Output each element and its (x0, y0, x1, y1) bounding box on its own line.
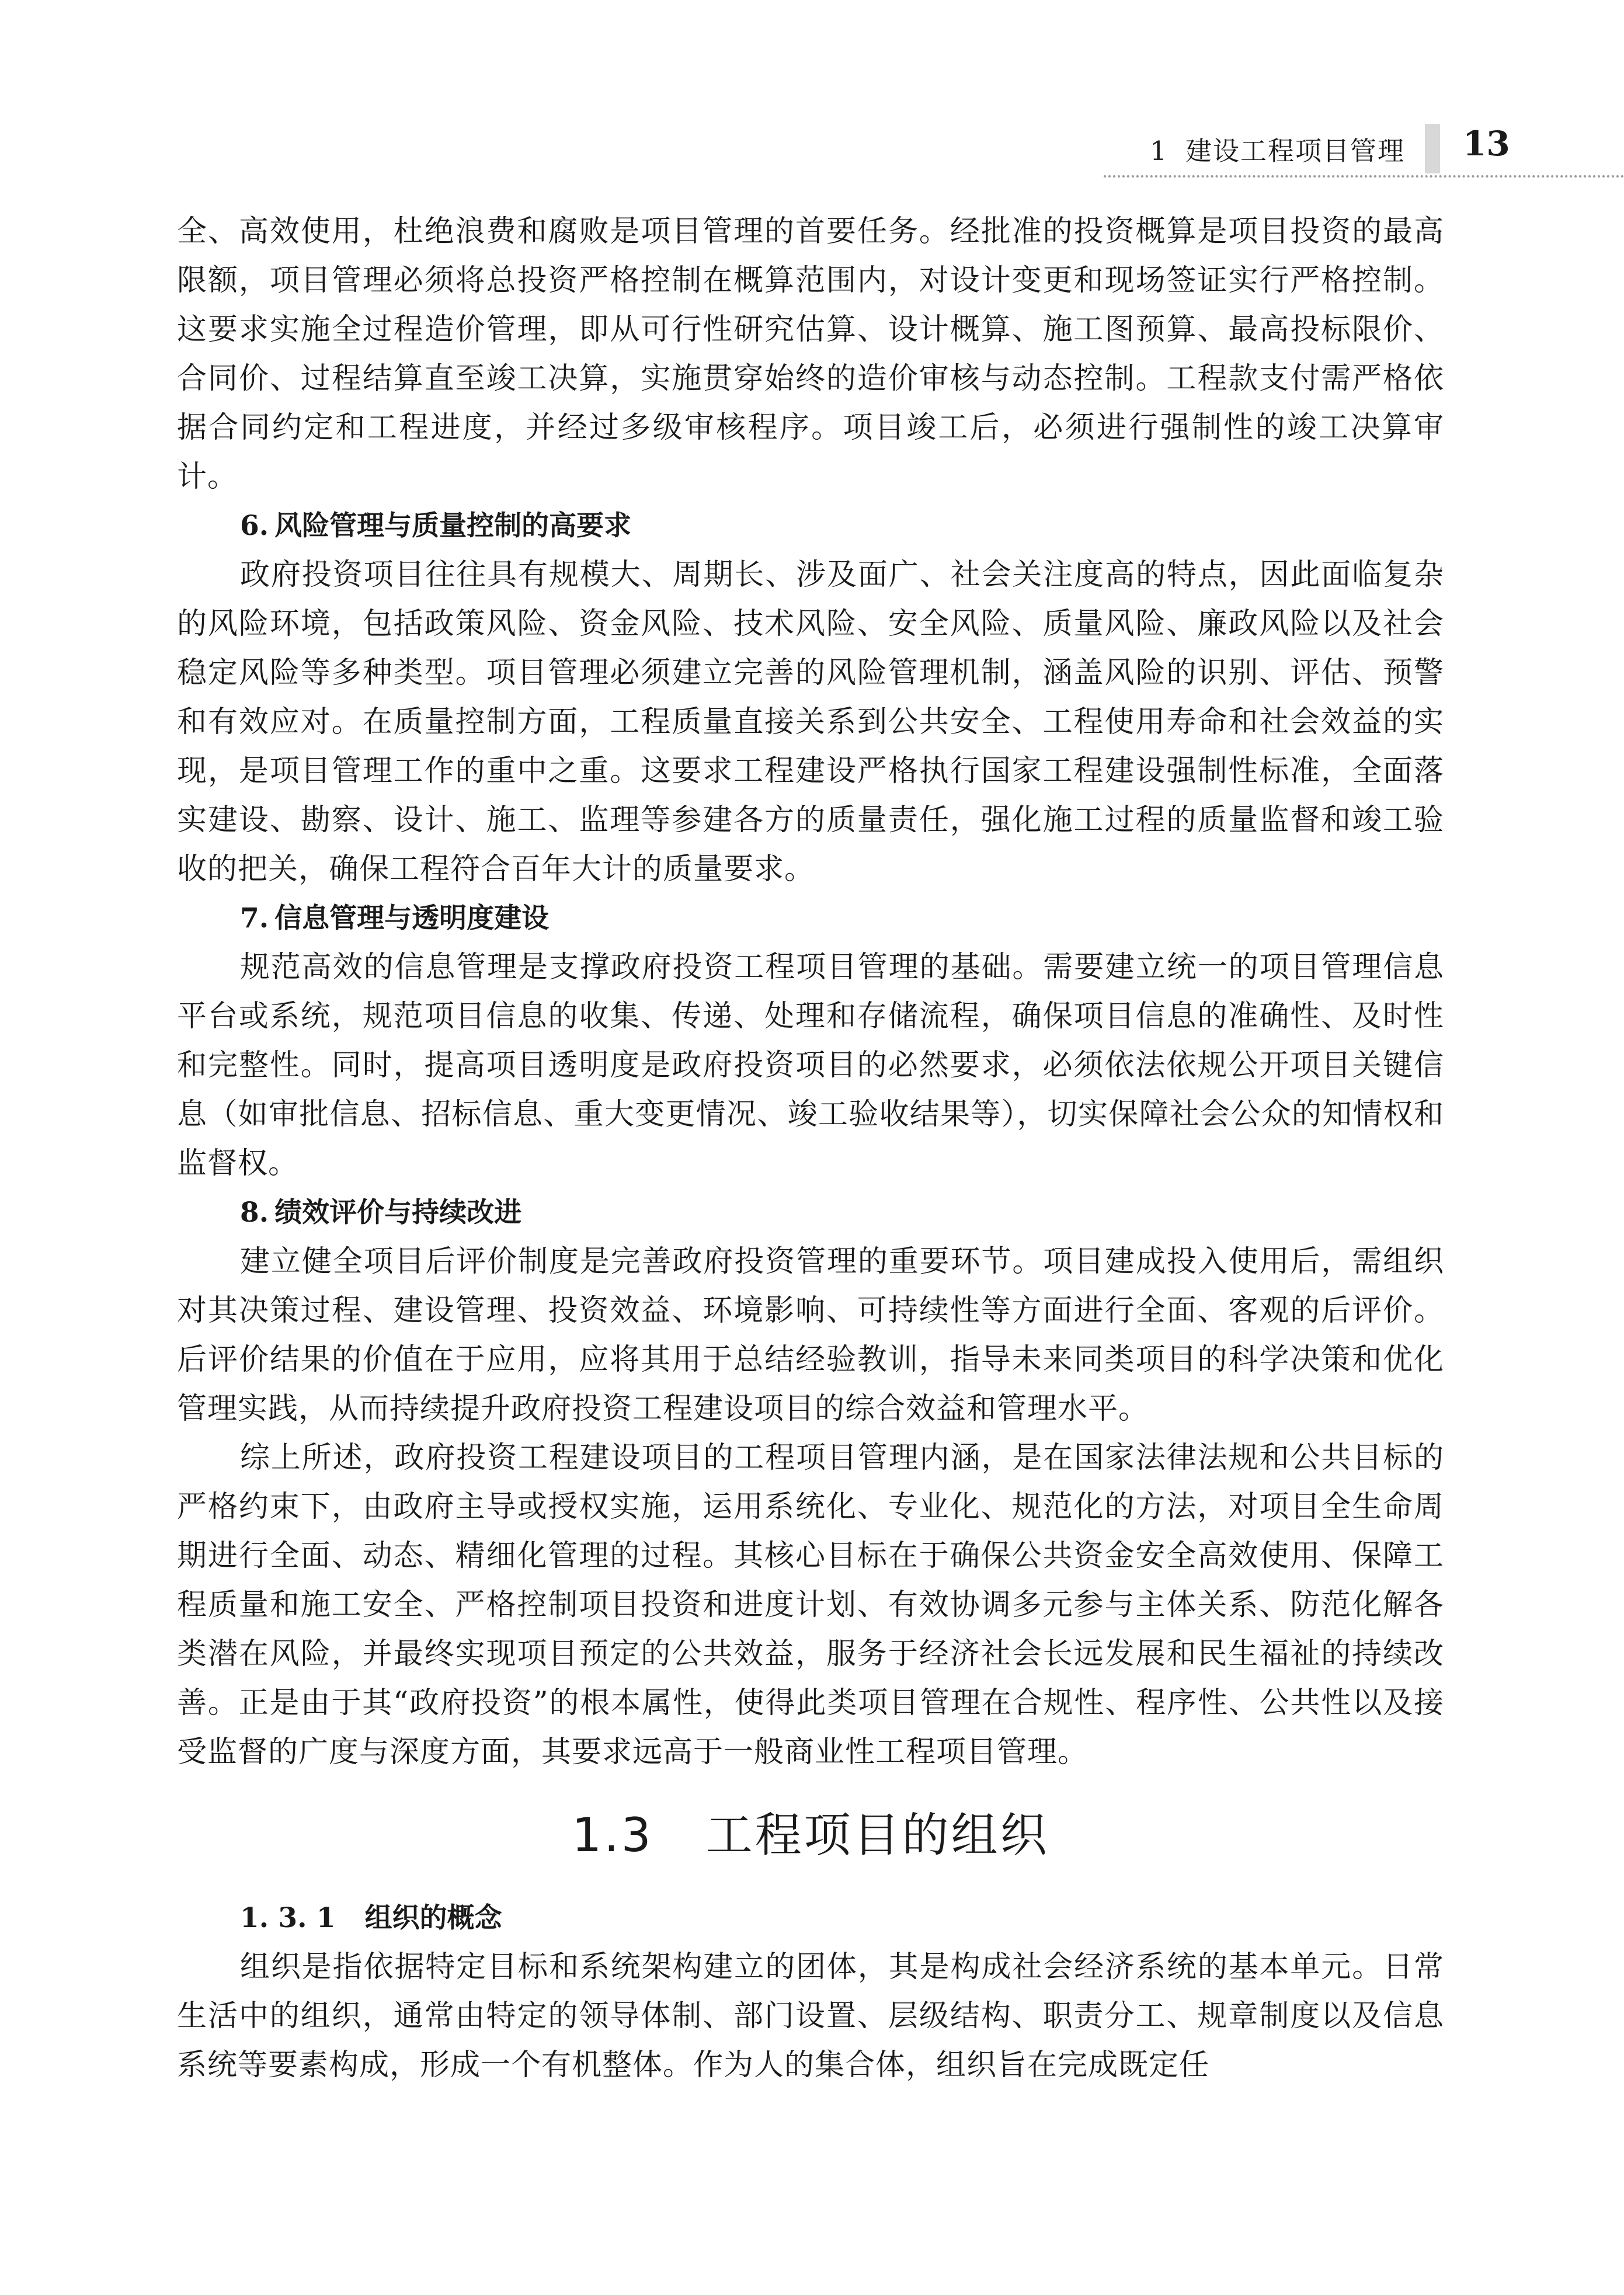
paragraph-organization: 组织是指依据特定目标和系统架构建立的团体，其是构成社会经济系统的基本单元。日常生活中的组织，通常由特定的领导体制、部门设置、层级结构、职责分工、规章制度以及信息系统等要素构成，形成一个有机整体。作为人的集合体，组织旨在完成既定任 (177, 1950, 1444, 2082)
heading-item-8-title: 绩效评价与持续改进 (274, 1197, 522, 1229)
running-header (0, 0, 1624, 181)
heading-item-8 (177, 1188, 1444, 1237)
subsection-title: 组织的概念 (364, 1902, 502, 1934)
section-number: 1.3 (572, 1808, 653, 1862)
header-divider-bar (1425, 124, 1440, 173)
page-body (177, 207, 1444, 2090)
paragraph-risk-quality: 政府投资项目往往具有规模大、周期长、涉及面广、社会关注度高的特点，因此面临复杂的风险环境，包括政策风险、资金风险、技术风险、安全风险、质量风险、廉政风险以及社会稳定风险等多种类型。项目管理必须建立完善的风险管理机制，涵盖风险的识别、评估、预警和有效应对。在质量控制方面，工程质量直接关系到公共安全、工程使用寿命和社会效益的实现，是项目管理工作的重中之重。这要求工程建设严格执行国家工程建设强制性标准，全面落实建设、勘察、设计、施工、监理等参建各方的质量责任，强化施工过程的质量监督和竣工验收的把关，确保工程符合百年大计的质量要求。 (177, 558, 1444, 886)
heading-item-7-number: 7. (240, 902, 269, 934)
subsection-heading (177, 1894, 1444, 1943)
heading-item-6 (177, 502, 1444, 551)
header-chapter-number: 1 (1150, 135, 1168, 166)
heading-item-8-number: 8. (240, 1197, 269, 1229)
section-title: 工程项目的组织 (705, 1808, 1049, 1862)
header-chapter-title: 建设工程项目管理 (1185, 135, 1405, 166)
subsection-number: 1. 3. 1 (240, 1902, 336, 1934)
heading-item-6-number: 6. (240, 510, 269, 542)
heading-item-7 (177, 894, 1444, 943)
heading-item-7-title: 信息管理与透明度建设 (274, 902, 550, 934)
header-dotted-rule (1104, 175, 1624, 178)
section-heading (177, 1800, 1444, 1870)
page-number: 13 (1463, 124, 1510, 164)
paragraph-summary: 综上所述，政府投资工程建设项目的工程项目管理内涵，是在国家法律法规和公共目标的严格约束下，由政府主导或授权实施，运用系统化、专业化、规范化的方法，对项目全生命周期进行全面、动态、精细化管理的过程。其核心目标在于确保公共资金安全高效使用、保障工程质量和施工安全、严格控制项目投资和进度计划、有效协调多元参与主体关系、防范化解各类潜在风险，并最终实现项目预定的公共效益，服务于经济社会长远发展和民生福祉的持续改善。正是由于其“政府投资”的根本属性，使得此类项目管理在合规性、程序性、公共性以及接受监督的广度与深度方面，其要求远高于一般商业性工程项目管理。 (177, 1441, 1444, 1769)
paragraph-performance: 建立健全项目后评价制度是完善政府投资管理的重要环节。项目建成投入使用后，需组织对其决策过程、建设管理、投资效益、环境影响、可持续性等方面进行全面、客观的后评价。后评价结果的价值在于应用，应将其用于总结经验教训，指导未来同类项目的科学决策和优化管理实践，从而持续提升政府投资工程建设项目的综合效益和管理水平。 (177, 1244, 1444, 1426)
header-chapter (1150, 130, 1405, 168)
paragraph-continued: 全、高效使用，杜绝浪费和腐败是项目管理的首要任务。经批准的投资概算是项目投资的最高限额，项目管理必须将总投资严格控制在概算范围内，对设计变更和现场签证实行严格控制。这要求实施全过程造价管理，即从可行性研究估算、设计概算、施工图预算、最高投标限价、合同价、过程结算直至竣工决算，实施贯穿始终的造价审核与动态控制。工程款支付需严格依据合同约定和工程进度，并经过多级审核程序。项目竣工后，必须进行强制性的竣工决算审计。 (177, 214, 1444, 494)
paragraph-information: 规范高效的信息管理是支撑政府投资工程项目管理的基础。需要建立统一的项目管理信息平台或系统，规范项目信息的收集、传递、处理和存储流程，确保项目信息的准确性、及时性和完整性。同时，提高项目透明度是政府投资项目的必然要求，必须依法依规公开项目关键信息（如审批信息、招标信息、重大变更情况、竣工验收结果等），切实保障社会公众的知情权和监督权。 (177, 950, 1444, 1181)
heading-item-6-title: 风险管理与质量控制的高要求 (274, 510, 632, 542)
